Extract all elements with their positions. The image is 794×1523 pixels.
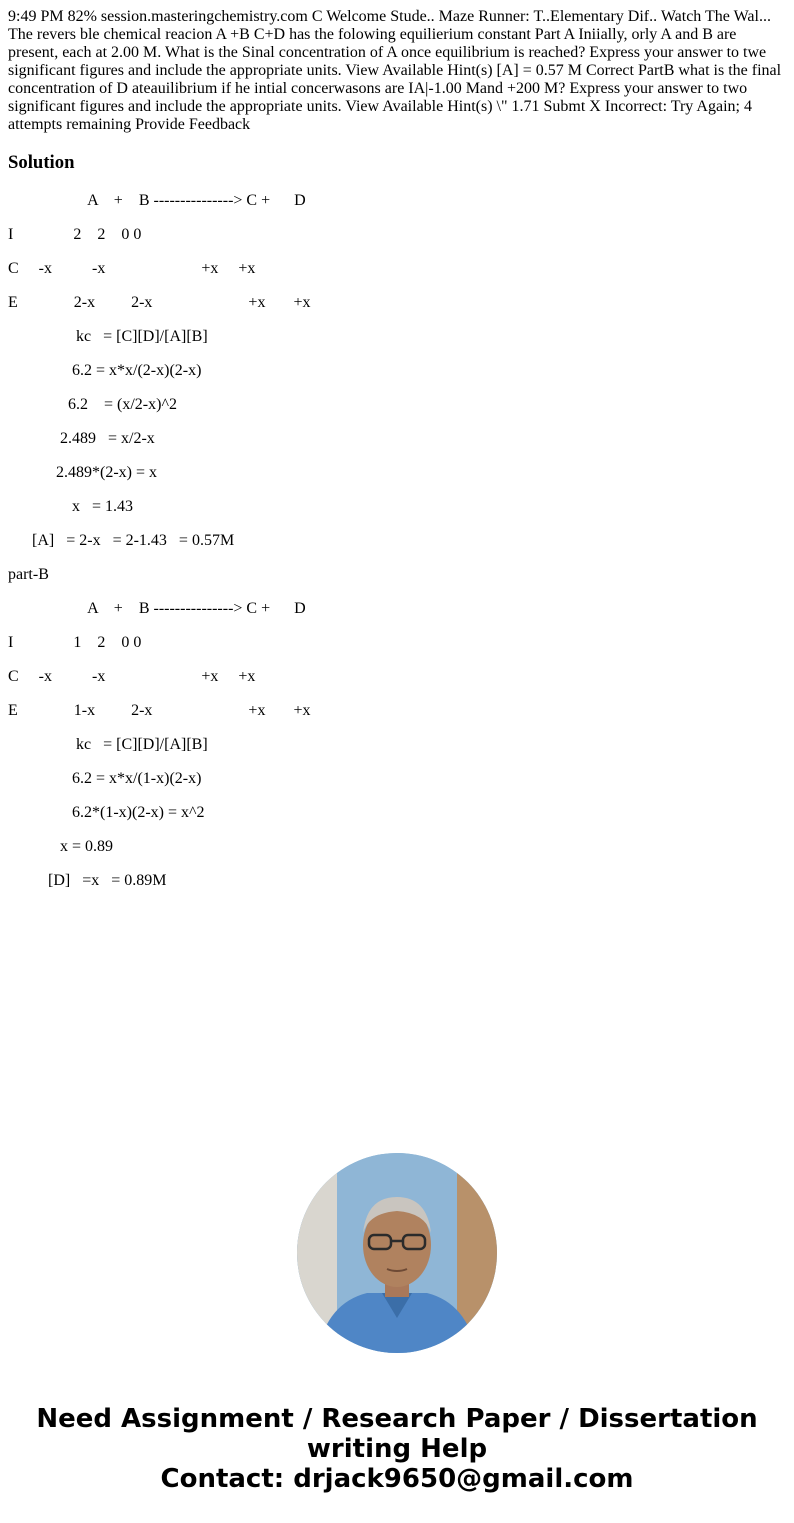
equation-line: A + B ---------------> C + D bbox=[8, 192, 306, 209]
ice-equilibrium-row: E 1-x 2-x +x +x bbox=[8, 702, 311, 719]
ice-change-row: C -x -x +x +x bbox=[8, 260, 256, 277]
promo-banner bbox=[0, 1404, 794, 1494]
calc-line: 2.489*(2-x) = x bbox=[8, 464, 158, 481]
ice-equilibrium-row: E 2-x 2-x +x +x bbox=[8, 294, 311, 311]
question-text: 9:49 PM 82% session.masteringchemistry.com C Welcome Stude.. Maze Runner: T..Elementary Dif.. Watch The Wal... The revers ble chemical reacion A +B C+D has the folowing equilierium constant Part A Iniially, orly A and B are present, each at 2.00 M. What is the Sinal concentration of A once equilibrium is reached? Express your answer to twe significant figures and include the appropriate units. View Available Hint(s) [A] = 0.57 M Correct PartB what is the final concentration of D ateauilibrium if he intial concerwasons are IA|-1.00 Mand +200 M? Express your answer to two significant figures and include the appropriate units. View Available Hint(s) \" 1.71 Submt X Incorrect: Try Again; 4 attempts remaining Provide Feedback bbox=[8, 8, 782, 133]
answer-line: [A] = 2-x = 2-1.43 = 0.57M bbox=[8, 532, 235, 549]
author-photo-icon bbox=[297, 1153, 497, 1353]
solution-heading: Solution bbox=[8, 152, 75, 173]
kc-expression: kc = [C][D]/[A][B] bbox=[8, 736, 208, 753]
ice-initial-row: I 1 2 0 0 bbox=[8, 634, 142, 651]
part-b-label: part-B bbox=[8, 566, 49, 583]
calc-line: x = 1.43 bbox=[8, 498, 134, 515]
calc-line: x = 0.89 bbox=[8, 838, 114, 855]
kc-expression: kc = [C][D]/[A][B] bbox=[8, 328, 208, 345]
promo-line: Need Assignment / Research Paper / Dissertation bbox=[36, 1404, 758, 1434]
equation-line: A + B ---------------> C + D bbox=[8, 600, 306, 617]
ice-initial-row: I 2 2 0 0 bbox=[8, 226, 142, 243]
calc-line: 6.2*(1-x)(2-x) = x^2 bbox=[8, 804, 205, 821]
promo-line: writing Help bbox=[306, 1434, 488, 1464]
calc-line: 6.2 = (x/2-x)^2 bbox=[8, 396, 177, 413]
calc-line: 2.489 = x/2-x bbox=[8, 430, 155, 447]
promo-contact: Contact: drjack9650@gmail.com bbox=[160, 1464, 634, 1494]
calc-line: 6.2 = x*x/(1-x)(2-x) bbox=[8, 770, 202, 787]
calc-line: 6.2 = x*x/(2-x)(2-x) bbox=[8, 362, 202, 379]
answer-line: [D] =x = 0.89M bbox=[8, 872, 167, 889]
solution-body bbox=[8, 192, 786, 906]
author-avatar bbox=[297, 1153, 497, 1353]
ice-change-row: C -x -x +x +x bbox=[8, 668, 256, 685]
